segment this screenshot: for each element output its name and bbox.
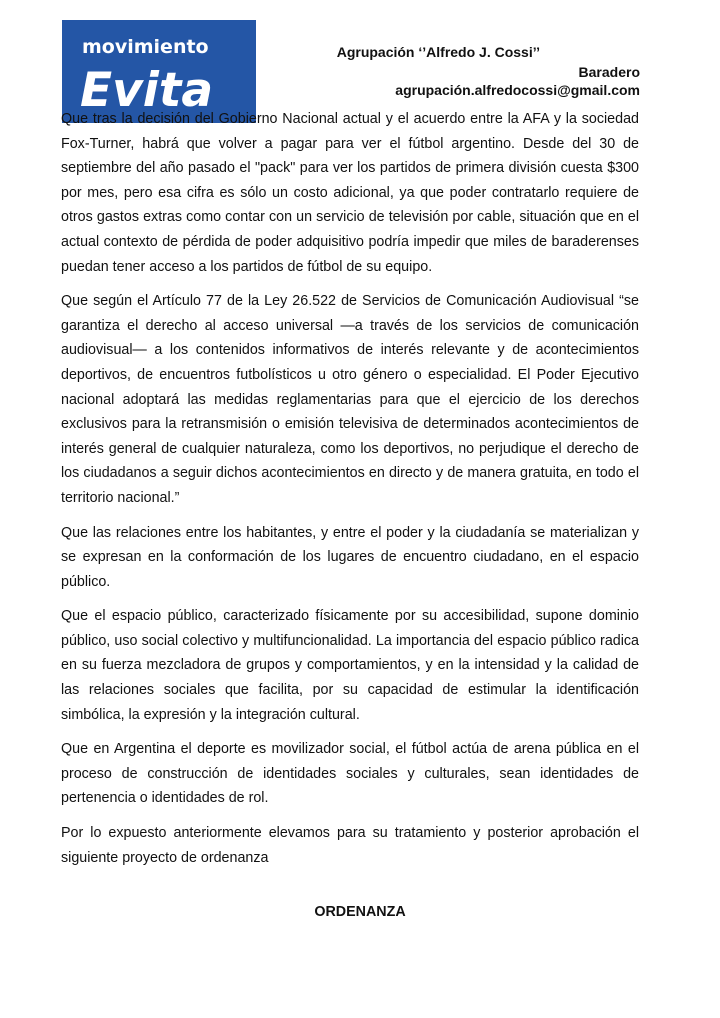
organization-name: Agrupación ‘’Alfredo J. Cossi’’ [336, 44, 540, 60]
logo-line2: Evita [80, 63, 214, 118]
paragraph: Que el espacio público, caracterizado físicamente por su accesibilidad, supone dominio público, uso social colectivo y multifuncionalidad. La importancia del espacio público radica en su fuerza mezcladora de grupos y comportamientos, y en la intensidad y la calidad de las relaciones sociales que facilita, por su capacidad de estimular la identificación simbólica, la expresión y la integración cultural. [61, 608, 639, 723]
city-name: Baradero [578, 64, 640, 80]
paragraph: Que según el Artículo 77 de la Ley 26.522 de Servicios de Comunicación Audiovisual “se garantiza el derecho al acceso universal —a través de los servicios de comunicación audiovisual— a los contenidos informativos de interés relevante y de acontecimientos deportivos, de encuentros futbolísticos u otro género o especialidad. El Poder Ejecutivo nacional adoptará las medidas reglamentarias para que el ejercicio de los derechos exclusivos para la retransmisión o emisión televisiva de determinados acontecimientos de interés general de cualquier naturaleza, como los deportivos, no perjudique el derecho de los ciudadanos a seguir dichos acontecimientos en directo y de manera gratuita, en todo el territorio nacional.” [61, 293, 639, 506]
section-title: ORDENANZA [314, 904, 406, 920]
paragraph: Que las relaciones entre los habitantes, y entre el poder y la ciudadanía se materializan y se expresan en la conformación de los lugares de encuentro ciudadano, en el espacio público. [61, 524, 639, 590]
paragraph: Por lo expuesto anteriormente elevamos para su tratamiento y posterior aprobación el siguiente proyecto de ordenanza [61, 825, 639, 866]
logo-line1: movimiento [82, 36, 209, 58]
document-body [61, 107, 639, 880]
paragraph: Que tras la decisión del Gobierno Nacional actual y el acuerdo entre la AFA y la sociedad Fox-Turner, habrá que volver a pagar para ver el fútbol argentino. Desde del 30 de septiembre del año pasado el "pack" para ver los partidos de primera división cuesta $300 por mes, pero esa cifra es sólo un costo adicional, ya que poder contratarlo requiere de otros gastos extras como contar con un servicio de televisión por cable, situación que en el actual contexto de pérdida de poder adquisitivo podría impedir que miles de baraderenses puedan tener acceso a los partidos de fútbol de su equipo. [61, 111, 639, 275]
contact-email: agrupación.alfredocossi@gmail.com [395, 82, 640, 98]
paragraph: Que en Argentina el deporte es movilizador social, el fútbol actúa de arena pública en el proceso de construcción de identidades sociales y culturales, sean identidades de pertenencia o identidades de rol. [61, 741, 639, 807]
